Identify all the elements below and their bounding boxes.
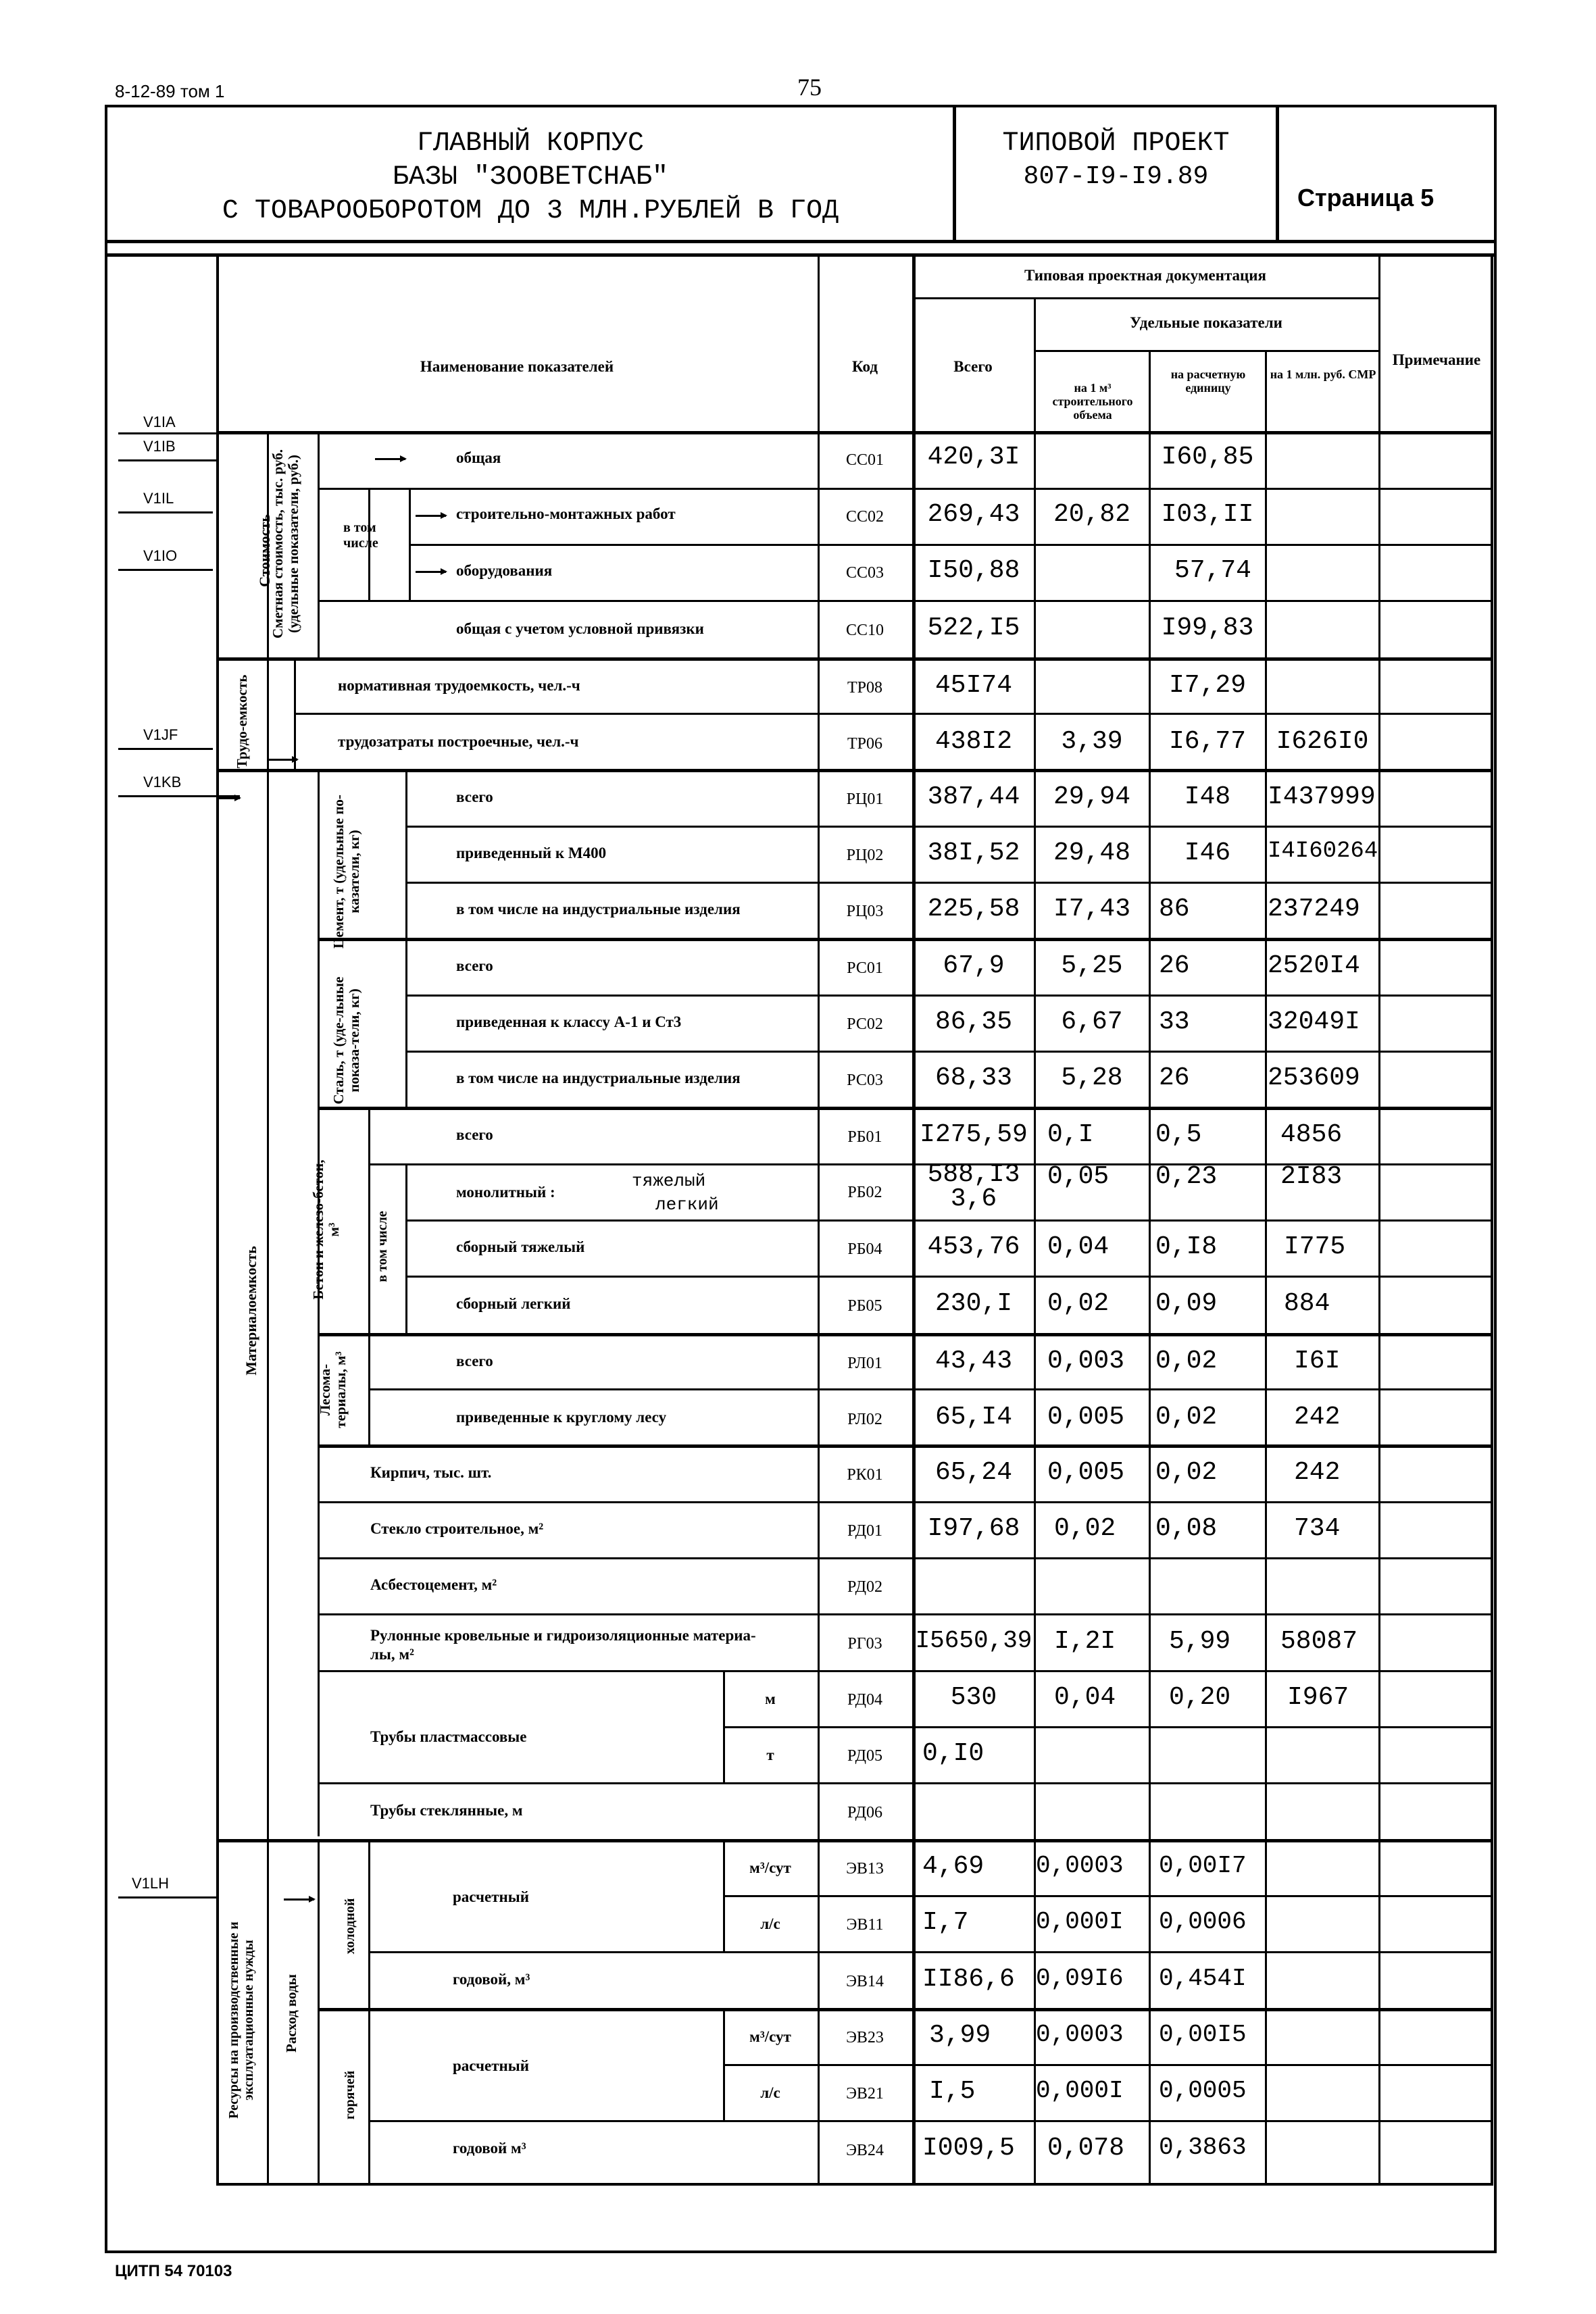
row-total: 438I2 (934, 727, 1013, 756)
row-rule (723, 2064, 1493, 2066)
row-name: общая (456, 449, 501, 466)
row-total: I5650,39 (915, 1627, 1032, 1655)
document-reference: 8-12-89 том 1 (115, 81, 225, 101)
row-per-mln: I626I0 (1276, 727, 1369, 756)
leader-arrow (267, 759, 297, 761)
row-unit: м³/сут (749, 2028, 791, 2045)
side-tag: V1IA (143, 413, 176, 430)
row-unit: т (766, 1746, 774, 1763)
row-per-m3: 0,05 (1047, 1162, 1109, 1191)
row-code: РС01 (847, 959, 883, 977)
row-rule (723, 1895, 1493, 1897)
row-name-cont: лы, м² (370, 1646, 414, 1663)
row-name: Рулонные кровельные и гидроизоляционные материа- (370, 1627, 756, 1644)
row-per-unit: 0,454I (1159, 1965, 1247, 1992)
row-name: Асбестоцемент, м² (370, 1576, 497, 1593)
row-total: 420,3I (927, 443, 1020, 472)
header-name: Наименование показателей (420, 358, 614, 375)
row-per-unit: I60,85 (1161, 443, 1254, 472)
title-line-2: БАЗЫ "ЗООВЕТСНАБ" (392, 162, 669, 193)
labor-col (294, 657, 296, 769)
row-per-unit: 26 (1159, 1063, 1190, 1092)
row-code: РД06 (847, 1804, 882, 1821)
group-steel: Сталь, т (уде-льные показа-тели, кг) (330, 976, 363, 1105)
row-name: Трубы пластмассовые (370, 1728, 527, 1745)
row-rule (723, 1726, 1493, 1728)
row-total: 588,I3 (927, 1160, 1020, 1189)
row-per-unit: 0,20 (1169, 1683, 1231, 1712)
row-code: РК01 (847, 1466, 883, 1484)
row-total: 230,I (934, 1289, 1013, 1318)
row-per-m3: 0,003 (1047, 1347, 1125, 1376)
row-code: РС03 (847, 1072, 883, 1089)
row-total: I275,59 (920, 1120, 1028, 1149)
row-rule (318, 1670, 1493, 1672)
row-per-m3: 5,28 (1061, 1063, 1123, 1092)
row-per-unit: I03,II (1161, 500, 1254, 529)
row-rule (405, 882, 1493, 884)
row-per-mln: 242 (1294, 1458, 1341, 1487)
cement-col (405, 769, 407, 938)
row-per-m3: 0,02 (1047, 1289, 1109, 1318)
row-code: РС02 (847, 1015, 883, 1033)
row-rule (368, 1951, 1493, 1953)
row-per-unit: I6,77 (1168, 727, 1247, 756)
row-rule (368, 1388, 1493, 1390)
row-per-mln: I437999 (1268, 782, 1376, 811)
group-cost-sub: Сметная стоимость, тыс. руб. (удельные показатели, руб.) (270, 449, 302, 638)
row-code: РБ01 (847, 1128, 882, 1146)
row-rule (318, 1613, 1493, 1615)
row-code: РЛ01 (847, 1355, 882, 1372)
header-per-mln: на 1 млн. руб. СМР (1270, 368, 1376, 381)
row-code: СС02 (845, 508, 884, 526)
title-block-bottom (105, 240, 1497, 243)
col-m3-left (1034, 297, 1036, 2186)
row-name: общая с учетом условной привязки (456, 620, 704, 637)
row-total: 522,I5 (927, 613, 1020, 643)
row-total: 453,76 (927, 1232, 1020, 1261)
row-per-unit: 86 (1159, 895, 1190, 924)
group-cement: Цемент, т (удельные по-казатели, кг) (330, 795, 363, 949)
header-typical-doc: Типовая проектная документация (1024, 267, 1266, 284)
group-concrete: Бетон и железо-бетон, м³ (310, 1159, 343, 1300)
row-per-mln: I967 (1287, 1683, 1349, 1712)
title-line-3: С ТОВАРООБОРОТОМ ДО 3 МЛН.РУБЛЕЙ В ГОД (222, 196, 839, 226)
row-per-unit: 0,3863 (1159, 2134, 1247, 2161)
row-per-unit: 0,02 (1155, 1347, 1218, 1376)
row-total: 86,35 (934, 1007, 1013, 1036)
row-code: РБ02 (847, 1184, 882, 1201)
row-per-unit: I99,83 (1161, 613, 1254, 643)
block-rule (318, 2008, 1493, 2011)
row-per-unit: 0,I8 (1155, 1232, 1218, 1261)
typical-doc-rule (912, 297, 1378, 299)
row-rule (405, 1276, 1493, 1278)
row-total: 3,99 (929, 2021, 991, 2050)
concrete-heavy-label: тяжелый (632, 1171, 706, 1191)
row-name: годовой, м³ (453, 1971, 530, 1988)
title-line-1: ГЛАВНЫЙ КОРПУС (416, 128, 645, 159)
row-code: РБ04 (847, 1240, 882, 1258)
row-name: сборный легкий (456, 1295, 571, 1312)
header-per-unit: на расчетную единицу (1170, 368, 1246, 395)
row-code: ЭВ11 (846, 1916, 884, 1934)
row-name: годовой м³ (453, 2140, 526, 2157)
row-per-m3: 0,04 (1047, 1232, 1109, 1261)
leader-arrow (416, 571, 446, 573)
leader-arrow (416, 515, 446, 517)
row-rule (294, 713, 1493, 715)
row-per-mln: I4I60264 (1268, 838, 1378, 864)
header-specific: Удельные показатели (1130, 314, 1282, 331)
group-resources: Ресурсы на производственные и эксплуатационные нужды (226, 1921, 256, 2119)
row-per-m3: 0,005 (1047, 1403, 1125, 1432)
row-name: приведенная к классу А-1 и Ст3 (456, 1013, 682, 1030)
row-total-light: 3,6 (950, 1184, 997, 1213)
page-label: Страница 5 (1297, 184, 1435, 211)
row-per-unit: 0,09 (1155, 1289, 1218, 1318)
concrete-col (368, 1107, 370, 1333)
row-total: 225,58 (927, 895, 1020, 924)
row-rule (409, 544, 1493, 546)
row-per-mln: I6I (1294, 1347, 1341, 1376)
row-per-unit: 33 (1159, 1007, 1190, 1036)
row-total: 38I,52 (927, 838, 1020, 867)
steel-col (405, 938, 407, 1107)
row-total: I009,5 (922, 2134, 1015, 2163)
row-per-mln: 253609 (1268, 1063, 1360, 1092)
row-total: I,5 (929, 2077, 976, 2106)
row-name: всего (456, 788, 493, 805)
footer-code: ЦИТП 54 70103 (115, 2262, 232, 2280)
row-per-m3: 0,0003 (1036, 1852, 1124, 1880)
row-per-m3: 5,25 (1061, 951, 1123, 980)
row-name: строительно-монтажных работ (456, 505, 676, 522)
side-tag: V1JF (143, 726, 178, 743)
row-name: расчетный (453, 1888, 529, 1905)
row-rule (405, 826, 1493, 828)
row-rule (405, 995, 1493, 997)
row-per-mln: 237249 (1268, 895, 1360, 924)
row-per-unit: 5,99 (1169, 1627, 1231, 1656)
row-code: РД02 (847, 1578, 882, 1596)
row-per-m3: 0,000I (1036, 1908, 1124, 1936)
title-divider-2 (1276, 105, 1279, 240)
row-code: СС03 (845, 564, 884, 582)
row-rule (318, 1501, 1493, 1503)
row-per-mln: 2I83 (1280, 1162, 1343, 1191)
row-name: расчетный (453, 2057, 529, 2074)
row-unit: м³/сут (749, 1859, 791, 1876)
row-total: 45I74 (934, 671, 1013, 700)
row-name: монолитный : (456, 1184, 555, 1201)
row-total: 65,24 (934, 1458, 1013, 1487)
side-tag-rule (118, 432, 220, 434)
row-per-m3: 0,04 (1054, 1683, 1116, 1712)
row-code: ЭВ24 (846, 2142, 884, 2159)
row-name: трудозатраты построечные, чел.-ч (338, 733, 579, 750)
row-total: I50,88 (927, 556, 1020, 585)
project-code: 807-I9-I9.89 (1023, 162, 1209, 191)
specific-rule (1034, 350, 1378, 352)
side-tag: V1IB (143, 438, 176, 455)
group-labor: Трудо-емкость (234, 674, 250, 769)
group-water: Расход воды (283, 1974, 299, 2053)
row-code: СС01 (845, 451, 884, 469)
row-per-mln: 734 (1294, 1514, 1341, 1543)
side-tag-rule (118, 1896, 216, 1898)
row-total: 387,44 (927, 782, 1020, 811)
row-total: 269,43 (927, 500, 1020, 529)
row-per-mln: 58087 (1280, 1627, 1358, 1656)
concrete-sub-col (405, 1163, 407, 1333)
row-rule (368, 2120, 1493, 2122)
water-col (318, 1839, 320, 2186)
group-cost: Стоимость (256, 514, 273, 587)
block-rule (318, 1333, 1493, 1336)
row-code: ТР06 (847, 735, 882, 753)
block-rule (318, 938, 1493, 941)
water-type-col (368, 1839, 370, 2186)
row-total: 68,33 (934, 1063, 1013, 1092)
row-code: РД01 (847, 1522, 882, 1540)
row-per-mln: I775 (1284, 1232, 1346, 1261)
leader-arrow (216, 797, 240, 799)
leader-arrow (375, 458, 405, 460)
row-per-unit: 57,74 (1174, 556, 1251, 585)
row-per-m3: 20,82 (1053, 500, 1131, 529)
group-concrete-sub: в том числе (375, 1211, 390, 1282)
row-code: РГ03 (847, 1635, 882, 1653)
row-per-m3: 3,39 (1061, 727, 1123, 756)
row-name: нормативная трудоемкость, чел.-ч (338, 677, 580, 694)
row-per-unit: 0,5 (1155, 1120, 1202, 1149)
row-total: 530 (950, 1683, 997, 1712)
group-hot-water: горячей (343, 2070, 357, 2120)
row-rule (318, 1782, 1493, 1784)
row-name: всего (456, 1126, 493, 1143)
row-code: ТР08 (847, 679, 882, 697)
row-total: I97,68 (927, 1514, 1020, 1543)
row-total: I,7 (922, 1908, 969, 1937)
row-per-m3: 0,09I6 (1036, 1965, 1124, 1992)
side-tag-rule (118, 569, 213, 571)
row-code: РЦ03 (846, 903, 884, 920)
group-cold-water: холодной (343, 1898, 357, 1955)
row-name: приведенный к М400 (456, 845, 607, 861)
row-name: в том числе на индустриальные изделия (456, 901, 741, 917)
row-rule (318, 488, 1493, 490)
row-per-unit: I48 (1184, 782, 1231, 811)
row-name: в том числе на индустриальные изделия (456, 1070, 741, 1086)
row-total: 0,I0 (922, 1739, 984, 1768)
row-per-unit: 0,0006 (1159, 1908, 1247, 1936)
row-code: РЛ02 (847, 1411, 882, 1428)
row-rule (405, 1051, 1493, 1053)
header-note: Примечание (1392, 351, 1481, 368)
row-per-m3: I7,43 (1053, 895, 1131, 924)
row-code: ЭВ13 (846, 1860, 884, 1878)
row-unit: л/с (760, 2084, 780, 2101)
row-name: Трубы стеклянные, м (370, 1802, 523, 1819)
row-code: СС10 (845, 622, 884, 639)
row-per-unit: 0,00I7 (1159, 1852, 1247, 1880)
row-per-m3: I,2I (1054, 1627, 1116, 1656)
header-code: Код (851, 358, 878, 375)
row-code: ЭВ14 (846, 1973, 884, 1990)
row-per-unit: 26 (1159, 951, 1190, 980)
row-per-unit: 0,02 (1155, 1458, 1218, 1487)
row-per-m3: 0,078 (1047, 2134, 1125, 2163)
row-total: 4,69 (922, 1852, 984, 1881)
concrete-light-label: легкий (655, 1194, 719, 1215)
row-rule (318, 600, 1493, 602)
side-tag: V1KB (143, 774, 182, 790)
row-per-m3: 29,48 (1053, 838, 1131, 867)
row-code: РЦ02 (846, 847, 884, 864)
row-name: Кирпич, тыс. шт. (370, 1464, 492, 1481)
group-materials: Материалоемкость (243, 1246, 259, 1376)
side-tag-rule (118, 748, 213, 750)
row-total: 65,I4 (934, 1403, 1013, 1432)
row-unit: м (765, 1690, 776, 1707)
row-code: ЭВ21 (846, 2085, 884, 2103)
page-number: 75 (797, 74, 822, 101)
row-per-unit: 0,08 (1155, 1514, 1218, 1543)
row-name: сборный тяжелый (456, 1238, 585, 1255)
side-tag: V1IL (143, 490, 174, 507)
row-code: РД05 (847, 1747, 882, 1765)
row-code: РД04 (847, 1691, 882, 1709)
row-per-m3: 0,005 (1047, 1458, 1125, 1487)
row-per-mln: 2520I4 (1268, 951, 1360, 980)
row-name: Стекло строительное, м² (370, 1520, 544, 1537)
row-per-m3: 0,0003 (1036, 2021, 1124, 2048)
block-rule (318, 1107, 1493, 1110)
section-rule (216, 1839, 1493, 1842)
project-label: ТИПОВОЙ ПРОЕКТ (1002, 128, 1230, 159)
row-code: ЭВ23 (846, 2029, 884, 2046)
row-per-unit: I7,29 (1168, 671, 1247, 700)
row-total: 67,9 (943, 951, 1005, 980)
row-rule (405, 1219, 1493, 1222)
row-rule (318, 1557, 1493, 1559)
leader-arrow (284, 1898, 314, 1901)
header-bottom-rule (216, 431, 1493, 434)
row-name: всего (456, 957, 493, 974)
row-code: РБ05 (847, 1297, 882, 1315)
cost-in-total: в том числе (343, 520, 378, 551)
side-tag-rule (118, 511, 213, 513)
row-code: РЦ01 (846, 790, 884, 808)
row-per-m3: 6,67 (1061, 1007, 1123, 1036)
row-per-unit: I46 (1184, 838, 1231, 867)
section-rule (216, 657, 1493, 661)
group-timber: Лесома-териалы, м³ (317, 1351, 349, 1428)
row-per-mln: 884 (1284, 1289, 1330, 1318)
row-per-unit: 0,23 (1155, 1162, 1218, 1191)
side-tag: V1IO (143, 547, 178, 564)
row-per-mln: 4856 (1280, 1120, 1343, 1149)
row-name: приведенные к круглому лесу (456, 1409, 667, 1426)
row-per-m3: 0,000I (1036, 2077, 1124, 2105)
row-per-unit: 0,0005 (1159, 2077, 1247, 2105)
row-per-m3: 29,94 (1053, 782, 1131, 811)
section-rule (216, 769, 1493, 772)
side-tag-rule (118, 459, 216, 461)
row-name: оборудования (456, 562, 553, 579)
row-unit: л/с (760, 1915, 780, 1932)
row-name: всего (456, 1353, 493, 1369)
header-per-m3: на 1 м³ строительного объема (1052, 381, 1133, 422)
side-tag: V1LH (132, 1875, 170, 1892)
row-per-mln: 32049I (1268, 1007, 1360, 1036)
header-total: Всего (953, 358, 993, 375)
row-total: 43,43 (934, 1347, 1013, 1376)
row-per-unit: 0,02 (1155, 1403, 1218, 1432)
row-per-m3: 0,02 (1054, 1514, 1116, 1543)
row-per-unit: 0,00I5 (1159, 2021, 1247, 2048)
col-mln-left (1265, 350, 1267, 2186)
row-per-m3: 0,I (1047, 1120, 1094, 1149)
block-rule (318, 1444, 1493, 1448)
row-per-mln: 242 (1294, 1403, 1341, 1432)
row-total: II86,6 (922, 1965, 1015, 1994)
